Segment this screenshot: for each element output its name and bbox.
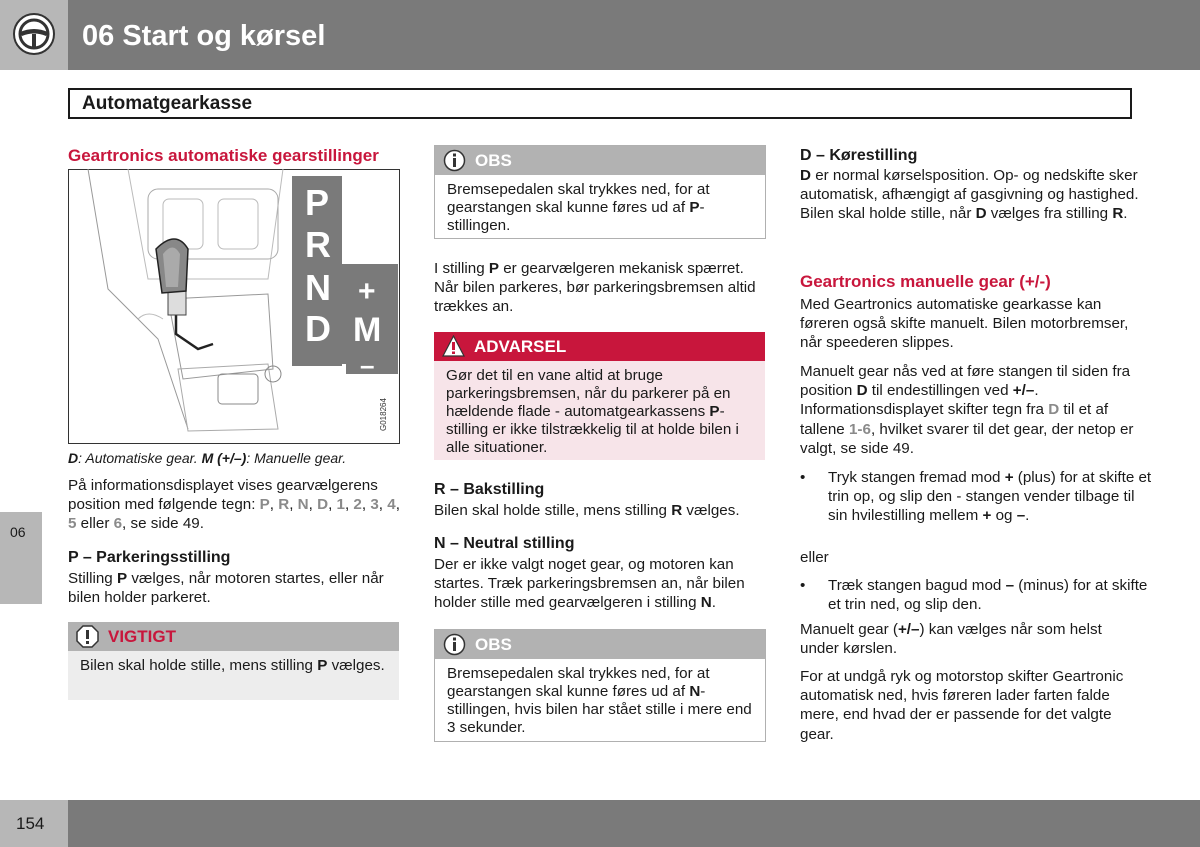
warning-bold: P	[709, 403, 720, 420]
mp3-t1: Manuelt gear (	[800, 621, 898, 638]
p-text-2: vælges, når motoren startes, eller når bilen holder parkeret.	[68, 570, 384, 607]
section-title-box	[68, 88, 1132, 119]
b1-b3: –	[1016, 507, 1026, 525]
obs1-text-2: -stillingen.	[447, 199, 705, 234]
mp2-t5: , hvilket svarer til det gear, der netop er valgt, se side 49.	[800, 420, 1134, 457]
mp2-g2: 1-6	[848, 420, 871, 438]
manual-para-4: For at undgå ryk og motorstop skifter Geartronic automatisk ned, hvis føreren lader farten falde mere, end hvad der er passende for det valgte gear.	[800, 668, 1124, 743]
gear-letter-n: N	[305, 267, 331, 308]
r-text	[434, 501, 769, 520]
important-body	[68, 651, 399, 700]
obs1-text-1: Bremsepedalen skal trykkes ned, for at gearstangen skal kunne føres ud af	[447, 181, 710, 216]
b1-t4: .	[1025, 507, 1030, 525]
important-label: VIGTIGT	[108, 627, 176, 646]
warning-text-2: -stilling er ikke tilstrækkelig til at holde bilen i alle situationer.	[446, 403, 739, 456]
b2-t2: (minus) for at skifte et trin ned, og slip den.	[828, 577, 1148, 614]
important-box	[68, 622, 399, 700]
token-2: 2	[353, 496, 362, 514]
mp3-t2: ) kan vælges når som helst under kørslen.	[800, 621, 1102, 658]
mp2-t4: til et af tallene	[800, 401, 1109, 438]
para1-bold: P	[488, 260, 500, 277]
chapter-title: 06 Start og kørsel	[82, 20, 326, 52]
d-bold-3: R	[1112, 205, 1124, 223]
warning-box	[434, 332, 765, 460]
token-5: 5	[68, 515, 77, 533]
manual-m: M	[353, 311, 382, 349]
p-text-1: Stilling	[68, 570, 117, 587]
b1-t3: og	[991, 507, 1017, 525]
p-bold: P	[116, 570, 128, 587]
mp2-g1: D	[1048, 401, 1060, 419]
obs2-bold: N	[689, 683, 701, 700]
obs-header-1	[435, 146, 765, 175]
gear-selector-illustration	[68, 169, 400, 444]
token-6: 6	[113, 515, 123, 533]
obs2-text-2: -stillingen, hvis bilen har stået stille i mere end 3 sekunder.	[447, 683, 752, 736]
mp2-t1: Manuelt gear nås ved at føre stangen til siden fra position	[800, 363, 1131, 400]
manual-para-1: Med Geartronics automatiske gearkasse kan føreren også skifte manuelt. Bilen motorbremser, når speederen slippes.	[800, 296, 1129, 352]
d-heading: D – Kørestilling	[800, 147, 918, 164]
gear-letter-d: D	[305, 308, 331, 349]
manual-para-3	[800, 620, 1140, 658]
manual-plus: +	[358, 275, 376, 308]
obs-box-1	[434, 145, 766, 239]
r-text-1: Bilen skal holde stille, mens stilling	[434, 502, 672, 519]
warning-header	[434, 332, 765, 361]
caption-d: D	[68, 450, 79, 466]
page-header	[0, 0, 1200, 70]
b1-b1: +	[1004, 469, 1014, 486]
obs-header-2	[435, 630, 765, 659]
side-tab-label: 06	[10, 524, 26, 540]
chapter-side-tab	[0, 512, 42, 604]
obs2-text-1: Bremsepedalen skal trykkes ned, for at gearstangen skal kunne føres ud af	[447, 665, 710, 700]
mp2-t2: til endestillingen ved	[867, 382, 1013, 400]
mp3-b1: +/–	[897, 621, 920, 638]
important-header	[68, 622, 399, 651]
token-4: 4	[387, 496, 396, 514]
n-bold: N	[700, 594, 712, 612]
obs-label-2: OBS	[475, 635, 512, 654]
image-code: G018264	[379, 398, 388, 431]
manual-heading: Geartronics manuelle gear (+/-)	[800, 272, 1051, 291]
mp2-b2: +/–	[1012, 382, 1035, 400]
caption-m: M (+/–)	[201, 450, 247, 466]
mp2-t3: . Informationsdisplayet skifter tegn fra	[800, 382, 1049, 419]
token-p: P	[259, 496, 270, 514]
bullet-dot: •	[800, 469, 806, 486]
warning-label: ADVARSEL	[474, 337, 567, 356]
info-icon	[443, 633, 466, 656]
warning-text-1: Gør det til en vane altid at bruge parkeringsbremsen, når du parkerer på en hældende flade - automatgearkassens	[446, 367, 731, 420]
warning-icon	[442, 335, 465, 358]
p-text	[68, 569, 406, 607]
manual-para-2	[800, 362, 1140, 458]
gear-letter-r: R	[305, 224, 331, 265]
intro-end: , se side 49.	[122, 515, 204, 533]
b1-b2: +	[982, 507, 992, 525]
footer-band	[68, 800, 1200, 847]
d-text-2: vælges fra stilling	[986, 205, 1113, 223]
gear-letter-p: P	[305, 182, 330, 223]
token-3: 3	[370, 496, 379, 514]
mp2-b1: D	[856, 382, 868, 400]
n-text-2: .	[711, 594, 716, 612]
col1-intro: På informationsdisplayet vises gearvælgerens position med følgende tegn: P, R, N, D, 1, 2, 3, 4, 5 eller 6, se side 49.	[68, 477, 400, 533]
caption-d-text: : Automatiske gear.	[78, 450, 202, 466]
bullet-2	[800, 576, 1158, 614]
col2-para-1	[434, 259, 769, 317]
warning-body	[434, 361, 765, 460]
token-d: D	[317, 496, 329, 514]
intro-or: eller	[76, 515, 114, 533]
obs-label-1: OBS	[475, 151, 512, 170]
r-bold: R	[671, 502, 683, 519]
page-number: 154	[16, 814, 45, 833]
d-text-3: .	[1123, 205, 1128, 223]
p-heading: P – Parkeringsstilling	[68, 549, 231, 566]
important-text-1: Bilen skal holde stille, mens stilling	[80, 657, 318, 674]
d-bold-2: D	[975, 205, 987, 223]
important-text-2: vælges.	[327, 657, 385, 674]
b2-t1: Træk stangen bagud mod	[828, 577, 1006, 594]
bullet-dot: •	[800, 577, 806, 594]
steering-wheel-icon	[12, 12, 56, 56]
para1-text-1: I stilling	[434, 260, 489, 277]
b2-b1: –	[1005, 577, 1015, 594]
n-heading: N – Neutral stilling	[434, 535, 575, 552]
image-caption	[68, 450, 408, 466]
col1-heading: Geartronics automatiske gearstillinger	[68, 146, 379, 165]
token-n: N	[297, 496, 309, 514]
r-text-2: vælges.	[682, 502, 740, 519]
important-bold: P	[317, 657, 328, 674]
d-text	[800, 166, 1140, 224]
token-r: R	[278, 496, 290, 514]
obs-body-1	[435, 175, 765, 241]
section-title: Automatgearkasse	[82, 93, 253, 114]
b1-t1: Tryk stangen fremad mod	[828, 469, 1005, 486]
manual-minus: –	[360, 350, 375, 380]
n-text	[434, 555, 769, 613]
d-bold-1: D	[800, 167, 811, 184]
obs1-bold: P	[689, 199, 700, 216]
r-heading: R – Bakstilling	[434, 481, 545, 498]
d-text-1: er normal kørselsposition. Op- og nedskifte sker automatisk, afhængigt af gasgivning og hastighed. Bilen skal holde stille, når	[800, 167, 1139, 223]
caption-m-text: : Manuelle gear.	[246, 450, 347, 466]
para1-text-2: er gearvælgeren mekanisk spærret. Når bilen parkeres, bør parkeringsbremsen altid trækkes an.	[434, 260, 756, 316]
b1-t2: (plus) for at skifte et trin op, og slip den - stangen vender tilbage til sin hvilestilling mellem	[828, 469, 1152, 525]
n-text-1: Der er ikke valgt noget gear, og motoren kan startes. Træk parkeringsbremsen an, når bilen holder stille med gearvælgeren i stilling	[434, 556, 745, 612]
bullet-1	[800, 468, 1158, 526]
important-icon	[76, 625, 99, 648]
intro-text: På informationsdisplayet vises gearvælgerens position med følgende tegn:	[68, 477, 378, 514]
info-icon	[443, 149, 466, 172]
page-footer	[0, 800, 1200, 847]
token-1: 1	[336, 496, 345, 514]
obs-box-2	[434, 629, 766, 742]
or-text: eller	[800, 549, 829, 566]
obs-body-2	[435, 659, 765, 743]
